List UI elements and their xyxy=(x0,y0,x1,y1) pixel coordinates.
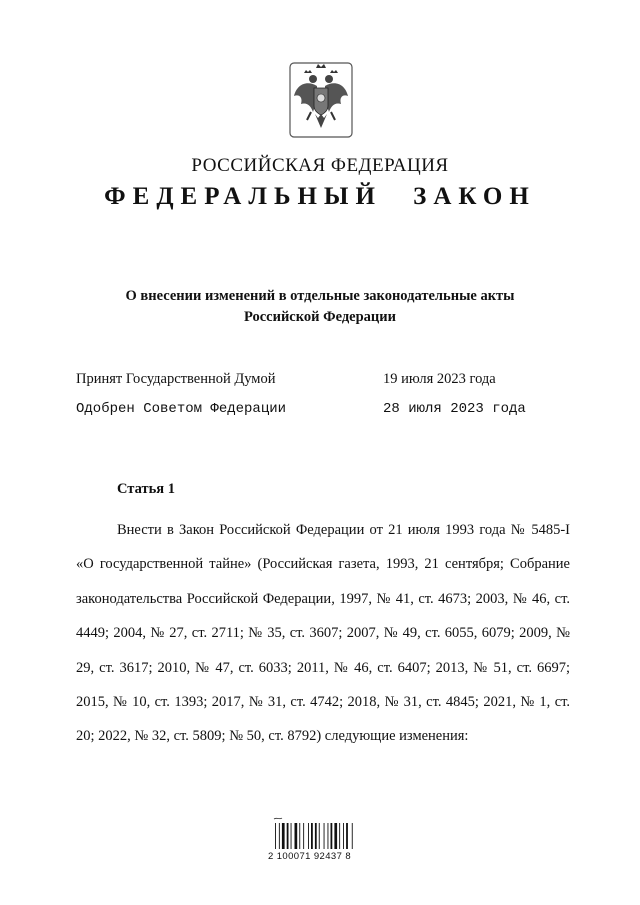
council-approval-label: Одобрен Советом Федерации xyxy=(76,401,287,417)
document-type: ФЕДЕРАЛЬНЫЙ ЗАКОН xyxy=(104,183,536,210)
coat-of-arms-emblem xyxy=(289,62,353,138)
council-approval-date: 28 июля 2023 года xyxy=(383,401,526,417)
duma-adoption-date: 19 июля 2023 года xyxy=(383,371,496,387)
law-title-line-2: Российской Федерации xyxy=(243,309,396,325)
law-title xyxy=(0,286,640,328)
article-heading: Статья 1 xyxy=(117,481,175,497)
duma-adoption-label: Принят Государственной Думой xyxy=(76,371,276,387)
country-name: РОССИЙСКАЯ ФЕДЕРАЦИЯ xyxy=(191,155,449,176)
law-title-line-1: О внесении изменений в отдельные законодательные акты xyxy=(125,288,515,304)
article-body-text: Внести в Закон Российской Федерации от 21 июля 1993 года № 5485-I «О государственной тайне» (Российская газета, 1993, 21 сентября; Собрание законодательства Российской Федерации, 1997, № 41, ст. 4673; 2003, № 46, ст. 4449; 2004, № 27, ст. 2711; № 35, ст. 3607; 2007, № 49, ст. 6055, 6079; 2009, № 29, ст. 3617; 2010, № 47, ст. 6033; 2011, № 46, ст. 6407; 2013, № 51, ст. 6697; 2015, № 10, ст. 1393; 2017, № 31, ст. 4742; 2018, № 31, ст. 4845; 2021, № 1, ст. 20; 2022, № 32, ст. 5809; № 50, ст. 8792) следующие изменения: xyxy=(76,522,570,745)
barcode-number: 2 100071 92437 8 xyxy=(268,851,352,862)
